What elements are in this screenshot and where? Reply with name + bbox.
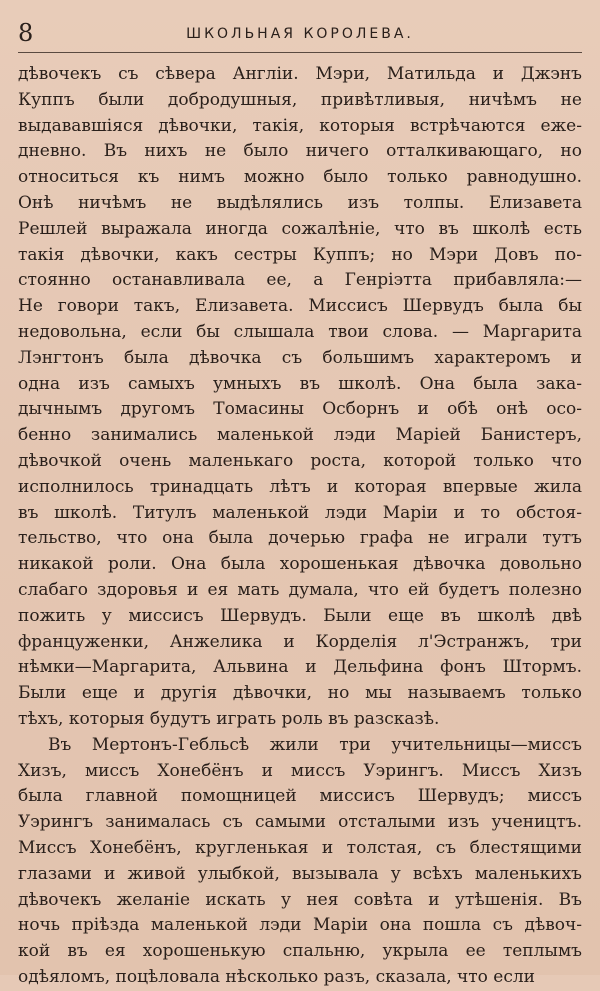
text-line: дневно. Въ нихъ не было ничего отталкивающаго, но (18, 141, 582, 162)
body-text (18, 62, 582, 991)
text-line: Миссъ Хонебёнъ, кругленькая и толстая, съ блестящими (18, 837, 582, 858)
text-line: одѣяломъ, поцѣловала нѣсколько разъ, сказала, что если (18, 966, 536, 987)
text-line: дычнымъ другомъ Томасины Осборнъ и обѣ онѣ осо- (18, 399, 582, 420)
text-line: Въ Мертонъ-Гебльсѣ жили три учительницы—миссъ (48, 734, 582, 755)
text-line: Онѣ ничѣмъ не выдѣлялись изъ толпы. Елизавета (18, 192, 582, 213)
text-line: Лэнгтонъ была дѣвочка съ большимъ характеромъ и (18, 347, 582, 368)
text-line: стоянно останавливала ее, а Генріэтта прибавляла:— (18, 270, 582, 291)
paragraph (18, 62, 582, 733)
text-line: дѣвочкой очень маленькаго роста, которой только что (18, 450, 582, 471)
running-title: ШКОЛЬНАЯ КОРОЛЕВА. (186, 26, 414, 42)
text-line: въ школѣ. Титулъ маленькой лэди Маріи и то обстоя- (18, 502, 582, 523)
text-line: слабаго здоровья и ея мать думала, что ей будетъ полезно (18, 579, 582, 600)
text-line: кой въ ея хорошенькую спальню, укрыла ее теплымъ (18, 941, 582, 962)
text-line: ночь пріѣзда маленькой лэди Маріи она пошла съ дѣвоч- (18, 915, 582, 936)
header-rule (18, 52, 582, 53)
text-line: Не говори такъ, Елизавета. Миссисъ Шервудъ была бы (18, 296, 582, 317)
text-line: такія дѣвочки, какъ сестры Куппъ; но Мэри Довъ по- (18, 244, 582, 265)
text-line: нѣмки—Маргарита, Альвина и Дельфина фонъ Штормъ. (18, 657, 582, 678)
page-header (18, 18, 582, 48)
text-line: недовольна, если бы слышала твои слова. — Маргарита (18, 321, 582, 342)
text-line: была главной помощницей миссисъ Шервудъ; миссъ (18, 786, 582, 807)
text-line: тельство, что она была дочерью графа не играли тутъ (18, 528, 582, 549)
text-line: бенно занимались маленькой лэди Маріей Банистеръ, (18, 425, 582, 446)
text-line: дѣвочекъ съ сѣвера Англіи. Мэри, Матильда и Джэнъ (18, 64, 582, 84)
text-line: француженки, Анжелика и Корделія л'Эстранжъ, три (18, 631, 582, 652)
text-line: исполнилось тринадцать лѣтъ и которая впервые жила (18, 476, 582, 497)
paragraph (18, 733, 582, 991)
text-line: выдававшіяся дѣвочки, такія, которыя встрѣчаются еже- (18, 115, 582, 136)
text-line: Уэрингъ занималась съ самыми отсталыми изъ учеництъ. (18, 812, 582, 833)
page-number: 8 (18, 19, 34, 47)
text-line: Решлей выражала иногда сожалѣніе, что въ школѣ есть (18, 218, 582, 239)
text-line: Были еще и другія дѣвочки, но мы называемъ только (18, 683, 582, 704)
text-line: глазами и живой улыбкой, вызывала у всѣхъ маленькихъ (18, 863, 582, 884)
text-line: одна изъ самыхъ умныхъ въ школѣ. Она была зака- (18, 373, 582, 394)
text-line: пожить у миссисъ Шервудъ. Были еще въ школѣ двѣ (18, 605, 582, 626)
text-line: дѣвочекъ желаніе искать у нея совѣта и утѣшенія. Въ (18, 889, 582, 910)
text-line: относиться къ нимъ можно было только равнодушно. (18, 167, 582, 188)
text-line: Хизъ, миссъ Хонебёнъ и миссъ Уэрингъ. Миссъ Хизъ (18, 760, 582, 781)
text-line: тѣхъ, которыя будутъ играть роль въ разсказѣ. (18, 708, 440, 729)
text-line: никакой роли. Она была хорошенькая дѣвочка довольно (18, 554, 582, 575)
text-line: Куппъ были добродушныя, привѣтливыя, ничѣмъ не (18, 89, 582, 110)
